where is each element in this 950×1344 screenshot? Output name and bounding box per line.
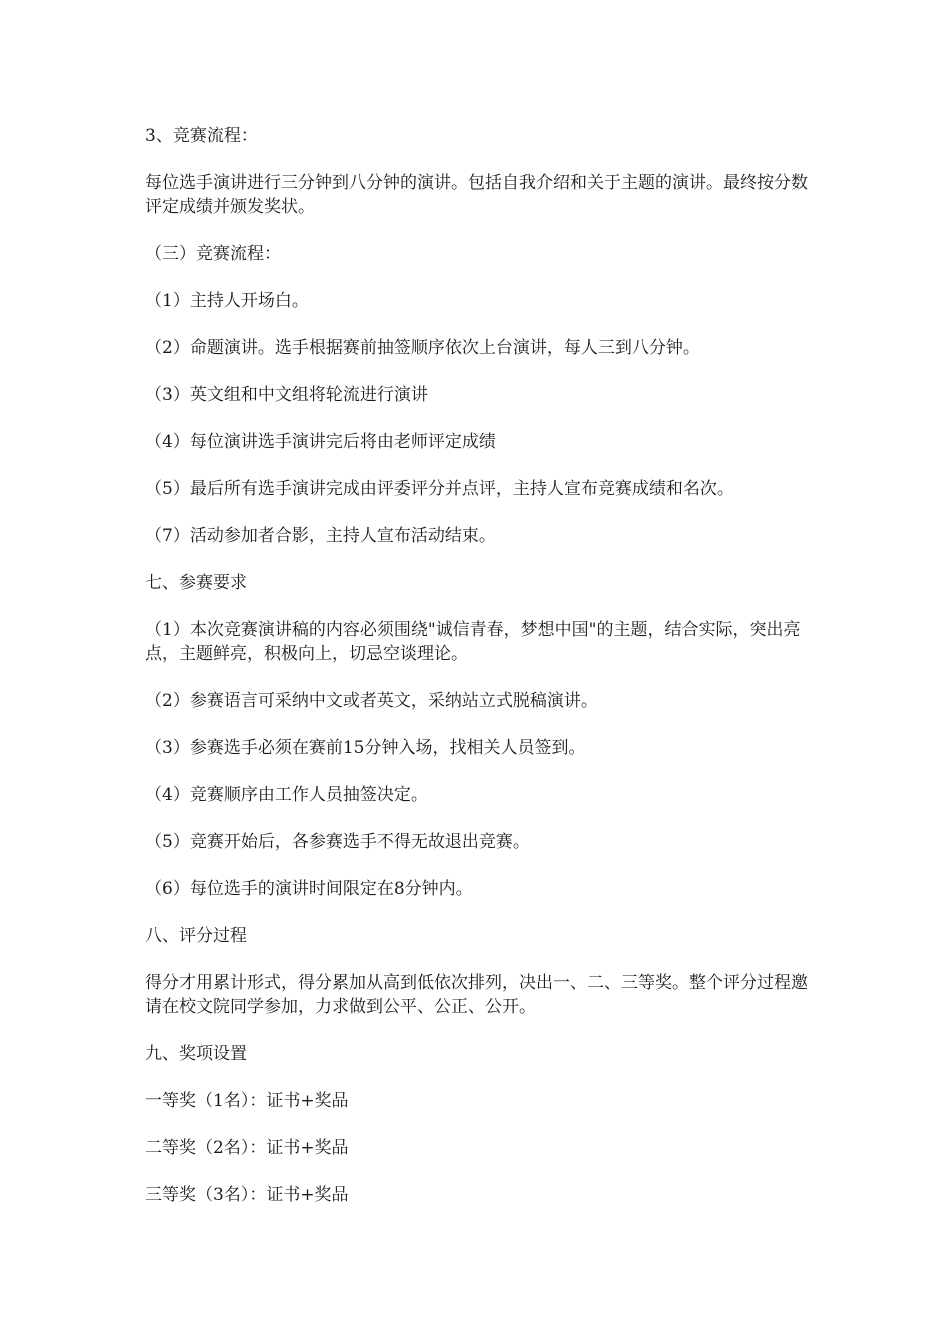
requirement-item-5: （5）竞赛开始后，各参赛选手不得无故退出竞赛。: [145, 832, 530, 852]
section-heading-competition-process: 3、竞赛流程：: [145, 126, 258, 146]
document-body: [145, 124, 810, 1230]
process-item-5: （5）最后所有选手演讲完成由评委评分并点评，主持人宣布竞赛成绩和名次。: [145, 479, 734, 499]
process-item-7: （7）活动参加者合影，主持人宣布活动结束。: [145, 526, 496, 546]
process-item-2: （2）命题演讲。选手根据赛前抽签顺序依次上台演讲，每人三到八分钟。: [145, 338, 700, 358]
subsection-heading-competition-process: （三）竞赛流程：: [145, 244, 281, 264]
process-item-3: （3）英文组和中文组将轮流进行演讲: [145, 385, 428, 405]
process-item-4: （4）每位演讲选手演讲完后将由老师评定成绩: [145, 432, 496, 452]
process-item-1: （1）主持人开场白。: [145, 291, 309, 311]
paragraph-scoring-description: 得分才用累计形式，得分累加从高到低依次排列，决出一、二、三等奖。整个评分过程邀请在校文院同学参加，力求做到公平、公正、公开。: [145, 973, 808, 1017]
section-heading-requirements: 七、参赛要求: [145, 573, 247, 593]
requirement-item-2: （2）参赛语言可采纳中文或者英文，采纳站立式脱稿演讲。: [145, 691, 598, 711]
award-second-prize: 二等奖（2名）：证书+奖品: [145, 1138, 349, 1158]
section-heading-scoring: 八、评分过程: [145, 926, 247, 946]
section-heading-awards: 九、奖项设置: [145, 1044, 247, 1064]
award-third-prize: 三等奖（3名）：证书+奖品: [145, 1185, 349, 1205]
requirement-item-3: （3）参赛选手必须在赛前15分钟入场，找相关人员签到。: [145, 738, 586, 758]
paragraph-speech-description: 每位选手演讲进行三分钟到八分钟的演讲。包括自我介绍和关于主题的演讲。最终按分数评定成绩并颁发奖状。: [145, 173, 808, 217]
requirement-item-6: （6）每位选手的演讲时间限定在8分钟内。: [145, 879, 473, 899]
requirement-item-4: （4）竞赛顺序由工作人员抽签决定。: [145, 785, 428, 805]
requirement-item-1: （1）本次竞赛演讲稿的内容必须围绕"诚信青春，梦想中国"的主题，结合实际，突出亮点，主题鲜亮，积极向上，切忌空谈理论。: [145, 620, 801, 664]
award-first-prize: 一等奖（1名）：证书+奖品: [145, 1091, 349, 1111]
